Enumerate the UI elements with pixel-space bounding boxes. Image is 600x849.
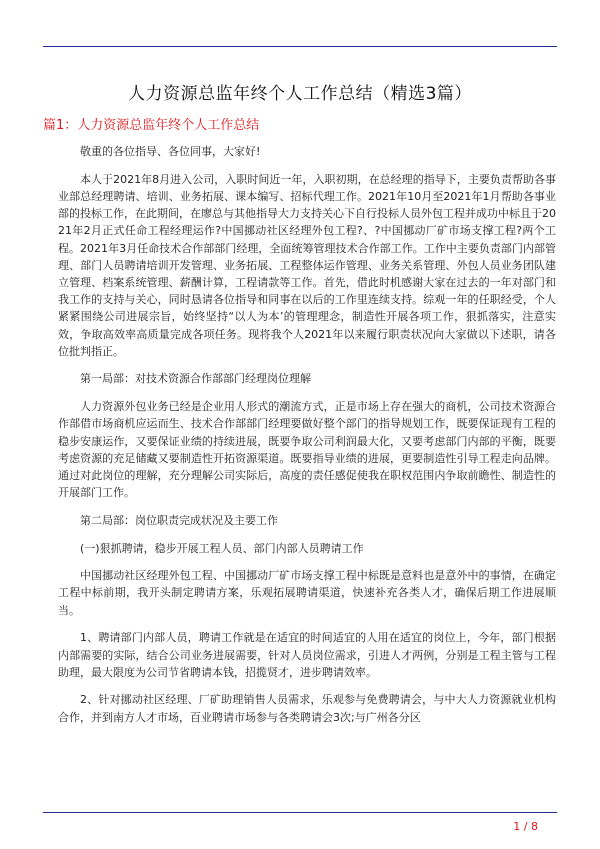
paragraph-greeting: 敬重的各位指导、各位同事，大家好! — [80, 145, 261, 158]
paragraph-projects: 中国挪动社区经理外包工程、中国挪动厂矿市场支撑工程中标既是意料也是意外中的事情，在确定工程中标前期，我开头制定聘请方案，乐观拓展聘请渠道，快速补充各类人才，确保后期工作进展顺当。 — [58, 569, 556, 617]
header-rule — [43, 46, 557, 47]
subheading-recruitment: (一)狠抓聘请，稳步开展工程人员、部门内部人员聘请工作 — [80, 541, 364, 555]
paragraph-role-understanding: 人力资源外包业务已经是企业用人形式的潮流方式，正是市场上存在强大的商机，公司技术资源合作部借市场商机应运而生、技术合作部部门经理要做好整个部门的指导规划工作，既要保证现有工程的稳步安康运作，又要保证业绩的持续进展，既要争取公司利润最大化，又要考虑部门内部的平衡，既要考虑资源的充足储藏又要制造性开拓资源渠道。既要指导业绩的进展，更要制造性引导工程走向品牌。通过对此岗位的理解，充分理解公司实际后，高度的责任感促使我在职权范围内争取前瞻性、制造性的开展部门工作。 — [58, 400, 556, 500]
document-title: 人力资源总监年终个人工作总结（精选3篇） — [128, 84, 472, 104]
paragraph-sales-recruitment: 2、针对挪动社区经理、厂矿助理销售人员需求，乐观参与免费聘请会，与中大人力资源就业机构合作，并到南方人才市场，百业聘请市场参与各类聘请会3次;与广州各分区 — [58, 693, 556, 724]
paragraph-internal-recruitment: 1、聘请部门内部人员，聘请工作就是在适宜的时间适宜的人用在适宜的岗位上，今年，部门根据内部需要的实际，结合公司业务进展需要，针对人员岗位需求，引进人才两例，分别是工程主管与工程助理，最大限度为公司节省聘请本钱，招揽贤才，进步聘请效率。 — [58, 631, 556, 679]
heading-part-two: 第二局部：岗位职责完成状况及主要工作 — [80, 513, 278, 527]
footer-rule — [43, 812, 557, 813]
paragraph-intro: 本人于2021年8月进入公司，入职时间近一年，入职初期，在总经理的指导下，主要负责帮助各事业部总经理聘请、培训、业务拓展、课本编写、招标代理工作。2021年10月至2021年1月帮助各事业部的投标工作，在此期间，在廖总与其他指导大力支持关心下自行投标人员外包工程并成功中标且于2021年2月正式任命工程经理运作?中国挪动社区经理外包工程?、?中国挪动厂矿市场支撑工程?两个工程。2021年3月任命技术合作部部门经理，全面统筹管理技术合作部工作。工作中主要负责部门内部管理、部门人员聘请培训开发管理、业务拓展、工程整体运作管理、业务关系管理、外包人员业务团队建立管理、档案系统管理、薪酬计算，工程请款等工作。首先，借此时机感谢大家在过去的一年对部门和我工作的支持与关心，同时恳请各位指导和同事在以后的工作里连续支持。综观一年的任职经受，个人紧紧围绕公司进展宗旨，始终坚持“以人为本’的管理理念，制造性开展各项工作，狠抓落实，注意实效，争取高效率高质量完成各项任务。现将我个人2021年以来履行职责状况向大家做以下述职，请各位批判指正。 — [58, 172, 556, 358]
heading-part-one: 第一局部：对技术资源合作部部门经理岗位理解 — [80, 372, 311, 386]
page-indicator: 1 / 8 — [513, 820, 538, 833]
section-title: 篇1：人力资源总监年终个人工作总结 — [43, 118, 260, 133]
document-body — [58, 143, 556, 736]
